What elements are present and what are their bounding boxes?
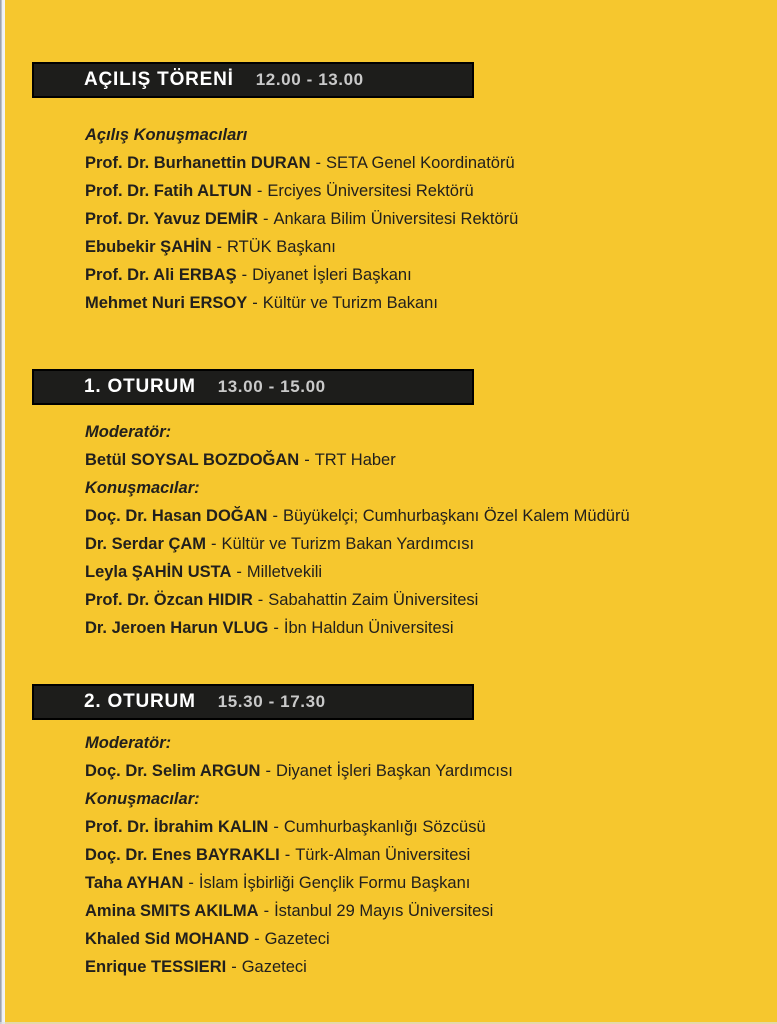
- speaker-row: [85, 897, 765, 925]
- section-title: 2. OTURUM: [84, 691, 196, 712]
- name-role-separator: -: [284, 846, 291, 864]
- section-time: 12.00 - 13.00: [255, 70, 364, 89]
- speaker-row: [85, 558, 765, 586]
- speaker-role: İbn Haldun Üniversitesi: [283, 619, 454, 637]
- group-heading: Açılış Konuşmacıları: [85, 126, 248, 144]
- speaker-name: Prof. Dr. Burhanettin DURAN: [85, 154, 311, 172]
- speaker-name: Betül SOYSAL BOZDOĞAN: [85, 451, 300, 469]
- name-role-separator: -: [256, 182, 263, 200]
- speaker-name: Taha AYHAN: [85, 874, 184, 892]
- speaker-row: [85, 841, 765, 869]
- name-role-separator: -: [265, 762, 271, 780]
- name-role-separator: -: [263, 902, 270, 920]
- speaker-row: [85, 813, 765, 841]
- group-heading: Konuşmacılar:: [85, 479, 200, 497]
- speaker-name: Prof. Dr. İbrahim KALIN: [85, 818, 269, 836]
- speaker-name: Khaled Sid MOHAND: [85, 930, 250, 948]
- speaker-row: [85, 446, 765, 474]
- group-heading: Konuşmacılar:: [85, 790, 200, 808]
- speaker-row: [85, 869, 765, 897]
- section-title: 1. OTURUM: [84, 376, 196, 397]
- name-role-separator: -: [304, 451, 310, 469]
- name-role-separator: -: [216, 238, 223, 256]
- speaker-row: [85, 925, 765, 953]
- speaker-name: Amina SMITS AKILMA: [85, 902, 259, 920]
- group-heading: Moderatör:: [85, 423, 172, 441]
- speaker-role: Ankara Bilim Üniversitesi Rektörü: [273, 210, 519, 228]
- speaker-list-opening: [85, 121, 765, 317]
- page-left-edge: [0, 0, 5, 1024]
- speaker-name: Prof. Dr. Fatih ALTUN: [85, 182, 252, 200]
- speaker-row: [85, 614, 765, 642]
- speaker-row: [85, 289, 765, 317]
- speaker-row: [85, 233, 765, 261]
- name-role-separator: -: [315, 154, 322, 172]
- group-heading: Moderatör:: [85, 734, 172, 752]
- section-header-opening-ceremony: [32, 62, 474, 98]
- speaker-row: [85, 586, 765, 614]
- section-header-session-1: [32, 369, 474, 405]
- name-role-separator: -: [273, 818, 279, 836]
- speaker-name: Mehmet Nuri ERSOY: [85, 294, 248, 312]
- speaker-role: Cumhurbaşkanlığı Sözcüsü: [283, 818, 486, 836]
- name-role-separator: -: [263, 210, 269, 228]
- speaker-row: [85, 953, 765, 981]
- name-role-separator: -: [231, 958, 237, 976]
- speaker-name: Dr. Jeroen Harun VLUG: [85, 619, 269, 637]
- name-role-separator: -: [272, 507, 278, 525]
- speaker-name: Leyla ŞAHİN USTA: [85, 563, 232, 581]
- section-header-session-2: [32, 684, 474, 720]
- speaker-row: [85, 177, 765, 205]
- speaker-row: [85, 205, 765, 233]
- speaker-role: İslam İşbirliği Gençlik Formu Başkanı: [198, 874, 471, 892]
- speaker-name: Doç. Dr. Hasan DOĞAN: [85, 507, 268, 525]
- speaker-name: Doç. Dr. Selim ARGUN: [85, 762, 261, 780]
- speaker-name: Doç. Dr. Enes BAYRAKLI: [85, 846, 280, 864]
- name-role-separator: -: [273, 619, 279, 637]
- speaker-role: Kültür ve Turizm Bakanı: [262, 294, 438, 312]
- speaker-role: Diyanet İşleri Başkan Yardımcısı: [275, 762, 513, 780]
- speaker-list-session-2: [85, 729, 765, 981]
- name-role-separator: -: [241, 266, 248, 284]
- speaker-role: Gazeteci: [241, 958, 307, 976]
- speaker-role: TRT Haber: [314, 451, 396, 469]
- speaker-name: Prof. Dr. Özcan HIDIR: [85, 591, 253, 609]
- speaker-role: Diyanet İşleri Başkanı: [252, 266, 412, 284]
- speaker-role: Kültür ve Turizm Bakan Yardımcısı: [221, 535, 475, 553]
- speaker-role: Türk-Alman Üniversitesi: [295, 846, 471, 864]
- speaker-name: Prof. Dr. Yavuz DEMİR: [85, 210, 258, 228]
- section-title: AÇILIŞ TÖRENİ: [84, 69, 234, 90]
- name-role-separator: -: [252, 294, 258, 312]
- speaker-role: Büyükelçi; Cumhurbaşkanı Özel Kalem Müdürü: [282, 507, 630, 525]
- speaker-role: Milletvekili: [246, 563, 323, 581]
- name-role-separator: -: [188, 874, 194, 892]
- speaker-name: Prof. Dr. Ali ERBAŞ: [85, 266, 237, 284]
- name-role-separator: -: [236, 563, 242, 581]
- speaker-name: Dr. Serdar ÇAM: [85, 535, 207, 553]
- speaker-row: [85, 261, 765, 289]
- section-time: 15.30 - 17.30: [217, 692, 326, 711]
- speaker-row: [85, 502, 765, 530]
- section-time: 13.00 - 15.00: [217, 377, 326, 396]
- speaker-name: Enrique TESSIERI: [85, 958, 227, 976]
- speaker-row: [85, 530, 765, 558]
- speaker-role: RTÜK Başkanı: [227, 238, 336, 256]
- speaker-name: Ebubekir ŞAHİN: [85, 238, 212, 256]
- speaker-row: [85, 757, 765, 785]
- speaker-row: [85, 149, 765, 177]
- speaker-role: Sabahattin Zaim Üniversitesi: [268, 591, 479, 609]
- name-role-separator: -: [254, 930, 260, 948]
- speaker-role: İstanbul 29 Mayıs Üniversitesi: [274, 902, 494, 920]
- name-role-separator: -: [257, 591, 264, 609]
- speaker-list-session-1: [85, 418, 765, 642]
- name-role-separator: -: [211, 535, 217, 553]
- speaker-role: SETA Genel Koordinatörü: [326, 154, 515, 172]
- speaker-role: Gazeteci: [264, 930, 330, 948]
- speaker-role: Erciyes Üniversitesi Rektörü: [267, 182, 474, 200]
